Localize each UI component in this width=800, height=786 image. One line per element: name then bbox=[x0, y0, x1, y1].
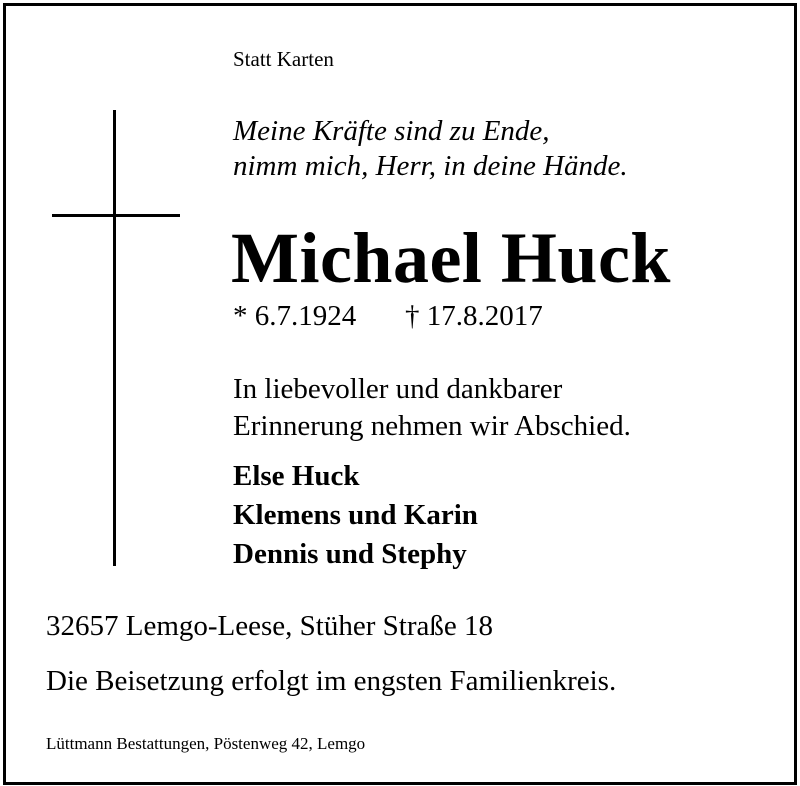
verse-line-1: Meine Kräfte sind zu Ende, bbox=[233, 115, 550, 147]
mourner-name: Else Huck bbox=[233, 460, 360, 492]
funeral-note: Die Beisetzung erfolgt im engsten Familienkreis. bbox=[46, 665, 617, 697]
mourner-name: Dennis und Stephy bbox=[233, 538, 467, 570]
cross-icon-vertical bbox=[113, 110, 116, 566]
verse-line-2: nimm mich, Herr, in deine Hände. bbox=[233, 150, 628, 182]
deceased-name: Michael Huck bbox=[231, 218, 671, 298]
header-text: Statt Karten bbox=[233, 47, 334, 71]
funeral-home-footer: Lüttmann Bestattungen, Pöstenweg 42, Lemgo bbox=[46, 734, 366, 753]
death-date: † 17.8.2017 bbox=[405, 300, 543, 332]
message-line-1: In liebevoller und dankbarer bbox=[233, 373, 563, 405]
family-address: 32657 Lemgo-Leese, Stüher Straße 18 bbox=[46, 610, 493, 642]
cross-icon-horizontal bbox=[52, 214, 180, 217]
mourner-name: Klemens und Karin bbox=[233, 499, 478, 531]
birth-date: * 6.7.1924 bbox=[233, 300, 357, 332]
message-line-2: Erinnerung nehmen wir Abschied. bbox=[233, 410, 631, 442]
